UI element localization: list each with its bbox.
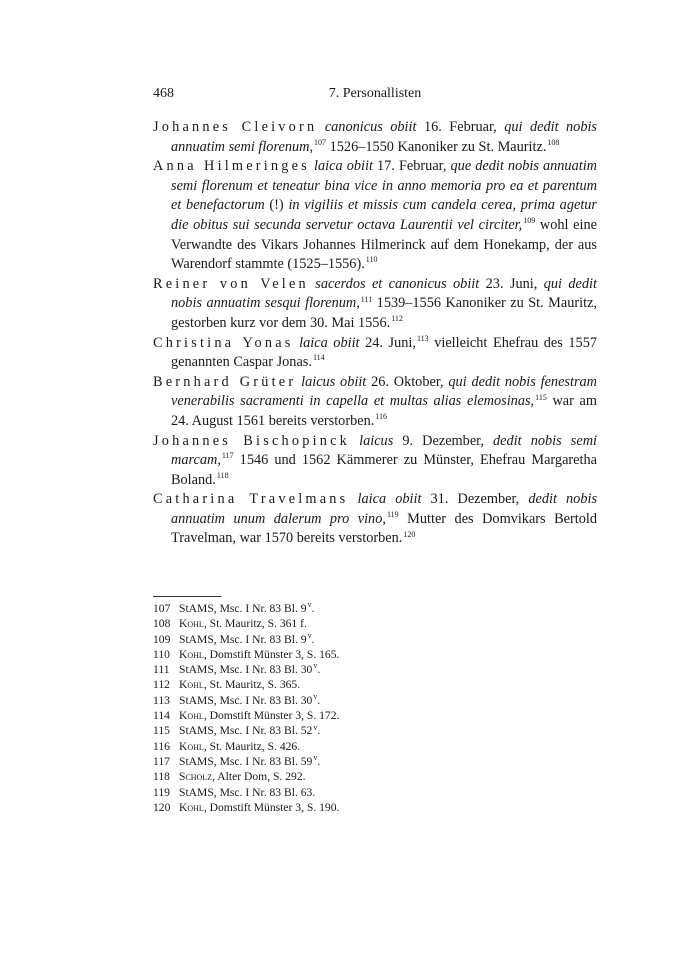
latin-text: qui dedit nobis annuatim semi florenum, — [171, 119, 597, 155]
footnote-ref: v — [313, 661, 318, 671]
author-name: Kohl — [179, 800, 204, 814]
footnote-number: 119 — [153, 785, 170, 799]
author-name: Kohl — [179, 647, 204, 661]
entry-text: Mutter des Domvikars Bertold Travelman, war 1570 bereits verstorben. — [171, 510, 598, 547]
entry-text: , Domstift Münster 3, S. 165. — [203, 647, 340, 661]
entry-text: . — [311, 602, 315, 615]
footnote — [153, 754, 597, 769]
person-name: Anna Hilmeringes — [153, 158, 310, 175]
author-name: Scholz — [179, 770, 213, 784]
entry-text: 17. Februar, — [372, 158, 451, 175]
entry-text: 1526–1550 Kanoniker zu St. Mauritz. — [326, 138, 547, 155]
footnote-ref: 108 — [547, 137, 560, 147]
entry-text: 24. Juni, — [359, 334, 416, 351]
footnote-ref: 107 — [314, 137, 327, 147]
entry-text: 9. Dezember, — [393, 432, 494, 449]
latin-text: que dedit nobis annuatim semi florenum et teneatur bina vice in anno memoria pro ea et parentum et benefactorum — [171, 158, 597, 214]
entry-text — [350, 433, 359, 449]
footnote-ref: 116 — [375, 412, 388, 422]
footnote-number: 118 — [153, 770, 170, 784]
footnote — [153, 647, 597, 662]
entry-text — [317, 119, 324, 135]
entry-text: . — [317, 724, 321, 738]
entry-text: 1546 und 1562 Kämmerer zu Münster, Ehefrau Margaretha Boland. — [171, 452, 597, 488]
entry-text: (!) — [264, 197, 289, 214]
running-head: 7. Personallisten — [328, 86, 422, 101]
footnote-number: 111 — [153, 663, 170, 677]
entry — [153, 334, 597, 373]
entry-text: . — [311, 632, 315, 646]
footnote — [153, 785, 597, 800]
person-name: Bernhard Grüter — [153, 373, 297, 390]
footnote — [153, 693, 597, 708]
footnote-number: 116 — [153, 739, 170, 753]
footnote — [153, 662, 597, 677]
footnote-number: 117 — [153, 754, 170, 768]
page-number: 468 — [153, 86, 174, 101]
footnote-ref: 111 — [360, 294, 373, 304]
page-header — [153, 86, 597, 106]
footnote — [153, 708, 597, 723]
author-name: Kohl — [179, 739, 204, 753]
entry — [153, 432, 597, 491]
footnote-ref: 118 — [216, 470, 229, 480]
footnote-number: 120 — [153, 800, 171, 814]
entry-text: , St. Mauritz, S. 365. — [203, 678, 301, 692]
entry — [153, 118, 597, 157]
footnote-separator — [153, 596, 221, 597]
person-name: Christina Yonas — [153, 334, 294, 351]
footnote-ref: v — [307, 600, 312, 610]
entry-text: , Domstift Münster 3, S. 190. — [203, 800, 340, 814]
entry-text: , St. Mauritz, S. 361 f. — [203, 617, 307, 631]
author-name: Kohl — [179, 709, 204, 723]
person-name: Johannes Bischopinck — [153, 432, 350, 449]
entry-text: StAMS, Msc. I Nr. 83 Bl. 9 — [179, 632, 307, 646]
latin-text: laicus — [359, 432, 394, 449]
entry — [153, 490, 597, 549]
footnote-number: 110 — [153, 647, 170, 661]
author-name: Kohl — [179, 678, 204, 692]
entry-text: vielleicht Ehefrau des 1557 genannten Caspar Jonas. — [171, 334, 597, 371]
entry — [153, 373, 597, 432]
entry-text: . — [317, 693, 321, 707]
latin-text: qui dedit nobis fenestram venerabilis sacramenti in capella et multas alias elemosinas, — [171, 373, 597, 410]
footnote-number: 115 — [153, 724, 170, 738]
footnote — [153, 632, 597, 647]
footnote — [153, 723, 597, 738]
footnote-ref: 119 — [386, 510, 399, 520]
footnote-ref: 115 — [535, 392, 547, 402]
entry-text: 1539–1556 Kanoniker zu St. Mauritz, gestorben kurz vor dem 30. Mai 1556. — [171, 295, 598, 331]
entry-text: 26. Oktober, — [366, 373, 449, 390]
footnote-ref: 117 — [221, 451, 234, 461]
footnote-ref: 113 — [416, 333, 429, 343]
entry-text: StAMS, Msc. I Nr. 83 Bl. 9 — [179, 602, 307, 615]
entry-text: , St. Mauritz, S. 426. — [203, 739, 301, 753]
entry-text: 23. Juni, — [479, 275, 544, 292]
entry-text: 31. Dezember, — [421, 491, 529, 508]
footnote-ref: v — [313, 691, 318, 701]
latin-text: laica obiit — [357, 491, 422, 508]
entry-text: . — [317, 754, 321, 768]
footnote-ref: 114 — [312, 353, 325, 363]
entry-text: StAMS, Msc. I Nr. 83 Bl. 52 — [179, 724, 313, 738]
footnote — [153, 677, 597, 692]
footnote-ref: 110 — [365, 255, 378, 265]
footnote-ref: 109 — [523, 216, 536, 226]
person-name: Johannes Cleivorn — [153, 119, 318, 135]
footnote — [153, 739, 597, 754]
latin-text: in vigiliis et missis cum candela cerea, prima agetur die obitus sui secunda servetur octava Laurentii vel circiter, — [171, 197, 597, 233]
latin-text: dedit nobis annuatim unum dalerum pro vino, — [171, 491, 598, 527]
entry-list — [153, 118, 597, 549]
footnote-number: 107 — [153, 602, 171, 615]
entry — [153, 157, 597, 275]
entry-text: . — [317, 663, 321, 677]
footnote — [153, 601, 597, 616]
entry — [153, 275, 597, 334]
entry-text — [348, 491, 357, 507]
footnote-number: 109 — [153, 632, 171, 646]
person-name: Catharina Travelmans — [153, 491, 349, 508]
footnote — [153, 800, 597, 815]
latin-text: canonicus obiit — [324, 119, 417, 135]
entry-text: , Alter Dom, S. 292. — [212, 770, 306, 784]
person-name: Reiner von Velen — [153, 275, 309, 292]
footnote-number: 108 — [153, 617, 171, 631]
footnote-ref: v — [313, 753, 318, 763]
footnote — [153, 616, 597, 631]
footnote-ref: 112 — [391, 314, 403, 324]
entry-text: StAMS, Msc. I Nr. 83 Bl. 63. — [179, 785, 316, 799]
latin-text: dedit nobis semi marcam, — [171, 432, 598, 469]
entry-text: , Domstift Münster 3, S. 172. — [203, 709, 340, 723]
latin-text: laica obiit — [299, 334, 360, 351]
latin-text: laicus obiit — [301, 373, 367, 390]
entry-text: StAMS, Msc. I Nr. 83 Bl. 59 — [179, 754, 313, 768]
entry-text: StAMS, Msc. I Nr. 83 Bl. 30 — [179, 693, 313, 707]
entry-text: wohl eine Verwandte des Vikars Johannes Hilmerinck auf dem Honekamp, der aus Warendorf stammte (1525–1556). — [171, 216, 597, 273]
latin-text: qui dedit nobis annuatim sesqui florenum, — [171, 275, 597, 312]
author-name: Kohl — [179, 617, 204, 631]
footnote-ref: v — [307, 630, 312, 640]
latin-text: laica obiit — [314, 158, 373, 175]
footnote-ref: v — [313, 722, 318, 732]
entry-text: war am 24. August 1561 bereits verstorben. — [171, 393, 598, 429]
footnotes — [153, 601, 597, 815]
footnote-number: 113 — [153, 693, 170, 707]
footnote-number: 114 — [153, 709, 170, 723]
footnote-ref: 120 — [403, 529, 416, 539]
latin-text: sacerdos et canonicus obiit — [315, 275, 480, 292]
footnote-number: 112 — [153, 678, 170, 692]
entry-text: 16. Februar, — [416, 119, 505, 135]
entry-text: StAMS, Msc. I Nr. 83 Bl. 30 — [179, 663, 313, 677]
footnote — [153, 769, 597, 784]
